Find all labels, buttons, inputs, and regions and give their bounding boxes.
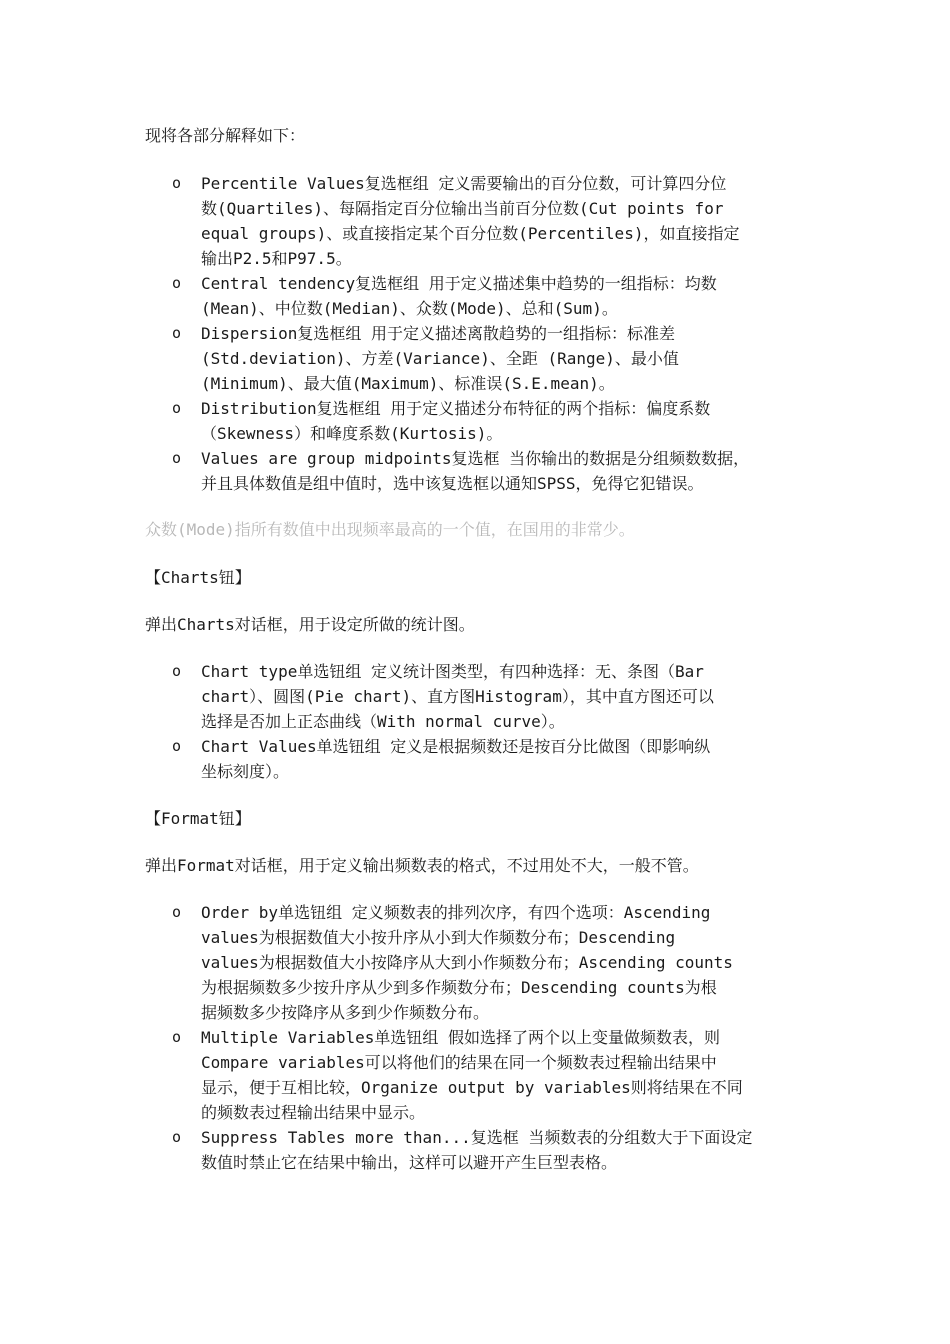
format-options-list — [145, 900, 810, 1175]
bullet-marker: o — [172, 449, 182, 467]
list-item — [145, 1025, 810, 1125]
bullet-marker: o — [172, 1128, 182, 1146]
bullet-marker: o — [172, 399, 182, 417]
list-item-line: 输出P2.5和P97.5。 — [201, 249, 352, 268]
format-heading: 【Format钮】 — [145, 809, 251, 828]
list-item-line: Multiple Variables单选钮组 假如选择了两个以上变量做频数表，则 — [201, 1028, 721, 1047]
list-item-line: values为根据数值大小按降序从大到小作频数分布；Ascending counts — [201, 953, 733, 972]
charts-options-list — [145, 659, 810, 784]
list-item-line: Chart Values单选钮组 定义是根据频数还是按百分比做图（即影响纵 — [201, 737, 711, 756]
list-item-line: Order by单选钮组 定义频数表的排列次序，有四个选项：Ascending — [201, 903, 711, 922]
list-item-line: 坐标刻度）。 — [201, 762, 290, 781]
charts-heading: 【Charts钮】 — [145, 568, 251, 587]
list-item-line: Percentile Values复选框组 定义需要输出的百分位数，可计算四分位 — [201, 174, 727, 193]
bullet-marker: o — [172, 174, 182, 192]
list-item-line: (Minimum)、最大值(Maximum)、标准误(S.E.mean)。 — [201, 374, 615, 393]
list-item-line: Central tendency复选框组 用于定义描述集中趋势的一组指标：均数 — [201, 274, 717, 293]
bullet-marker: o — [172, 324, 182, 342]
mode-note-paragraph: 众数(Mode)指所有数值中出现频率最高的一个值，在国用的非常少。 — [145, 520, 635, 539]
list-item-line: chart）、圆图(Pie chart)、直方图Histogram），其中直方图还可以 — [201, 687, 714, 706]
list-item-line: 选择是否加上正态曲线（With normal curve）。 — [201, 712, 565, 731]
intro-paragraph: 现将各部分解释如下： — [145, 126, 306, 145]
statistics-options-list — [145, 171, 810, 496]
list-item-line: Dispersion复选框组 用于定义描述离散趋势的一组指标：标准差 — [201, 324, 675, 343]
list-item — [145, 900, 810, 1025]
list-item-line: Chart type单选钮组 定义统计图类型，有四种选择：无、条图（Bar — [201, 662, 704, 681]
list-item-line: Distribution复选框组 用于定义描述分布特征的两个指标：偏度系数 — [201, 399, 711, 418]
charts-description: 弹出Charts对话框，用于设定所做的统计图。 — [145, 615, 475, 634]
bullet-marker: o — [172, 662, 182, 680]
list-item — [145, 446, 810, 496]
list-item-line: (Std.deviation)、方差(Variance)、全距 (Range)、最小值 — [201, 349, 679, 368]
list-item-line: values为根据数值大小按升序从小到大作频数分布；Descending — [201, 928, 676, 947]
list-item-line: 为根据频数多少按升序从少到多作频数分布；Descending counts为根 — [201, 978, 717, 997]
list-item-line: equal groups)、或直接指定某个百分位数(Percentiles)，如直接指定 — [201, 224, 740, 243]
list-item-line: 数值时禁止它在结果中输出，这样可以避开产生巨型表格。 — [201, 1153, 618, 1172]
list-item — [145, 171, 810, 271]
list-item-line: Compare variables可以将他们的结果在同一个频数表过程输出结果中 — [201, 1053, 717, 1072]
list-item-line: 数(Quartiles)、每隔指定百分位输出当前百分位数(Cut points for — [201, 199, 724, 218]
list-item — [145, 271, 810, 321]
list-item-line: 据频数多少按降序从多到少作频数分布。 — [201, 1003, 490, 1022]
bullet-marker: o — [172, 737, 182, 755]
list-item-line: 显示，便于互相比较，Organize output by variables则将结果在不同 — [201, 1078, 743, 1097]
list-item — [145, 734, 810, 784]
list-item-line: 的频数表过程输出结果中显示。 — [201, 1103, 426, 1122]
list-item — [145, 396, 810, 446]
bullet-marker: o — [172, 1028, 182, 1046]
list-item — [145, 1125, 810, 1175]
list-item — [145, 659, 810, 734]
list-item — [145, 321, 810, 396]
format-description: 弹出Format对话框，用于定义输出频数表的格式，不过用处不大，一般不管。 — [145, 856, 699, 875]
list-item-line: Suppress Tables more than...复选框 当频数表的分组数大于下面设定 — [201, 1128, 753, 1147]
list-item-line: (Mean)、中位数(Median)、众数(Mode)、总和(Sum)。 — [201, 299, 618, 318]
bullet-marker: o — [172, 903, 182, 921]
list-item-line: Values are group midpoints复选框 当你输出的数据是分组频数数据， — [201, 449, 750, 468]
list-item-line: 并且具体数值是组中值时，选中该复选框以通知SPSS，免得它犯错误。 — [201, 474, 704, 493]
list-item-line: （Skewness）和峰度系数(Kurtosis)。 — [201, 424, 503, 443]
bullet-marker: o — [172, 274, 182, 292]
